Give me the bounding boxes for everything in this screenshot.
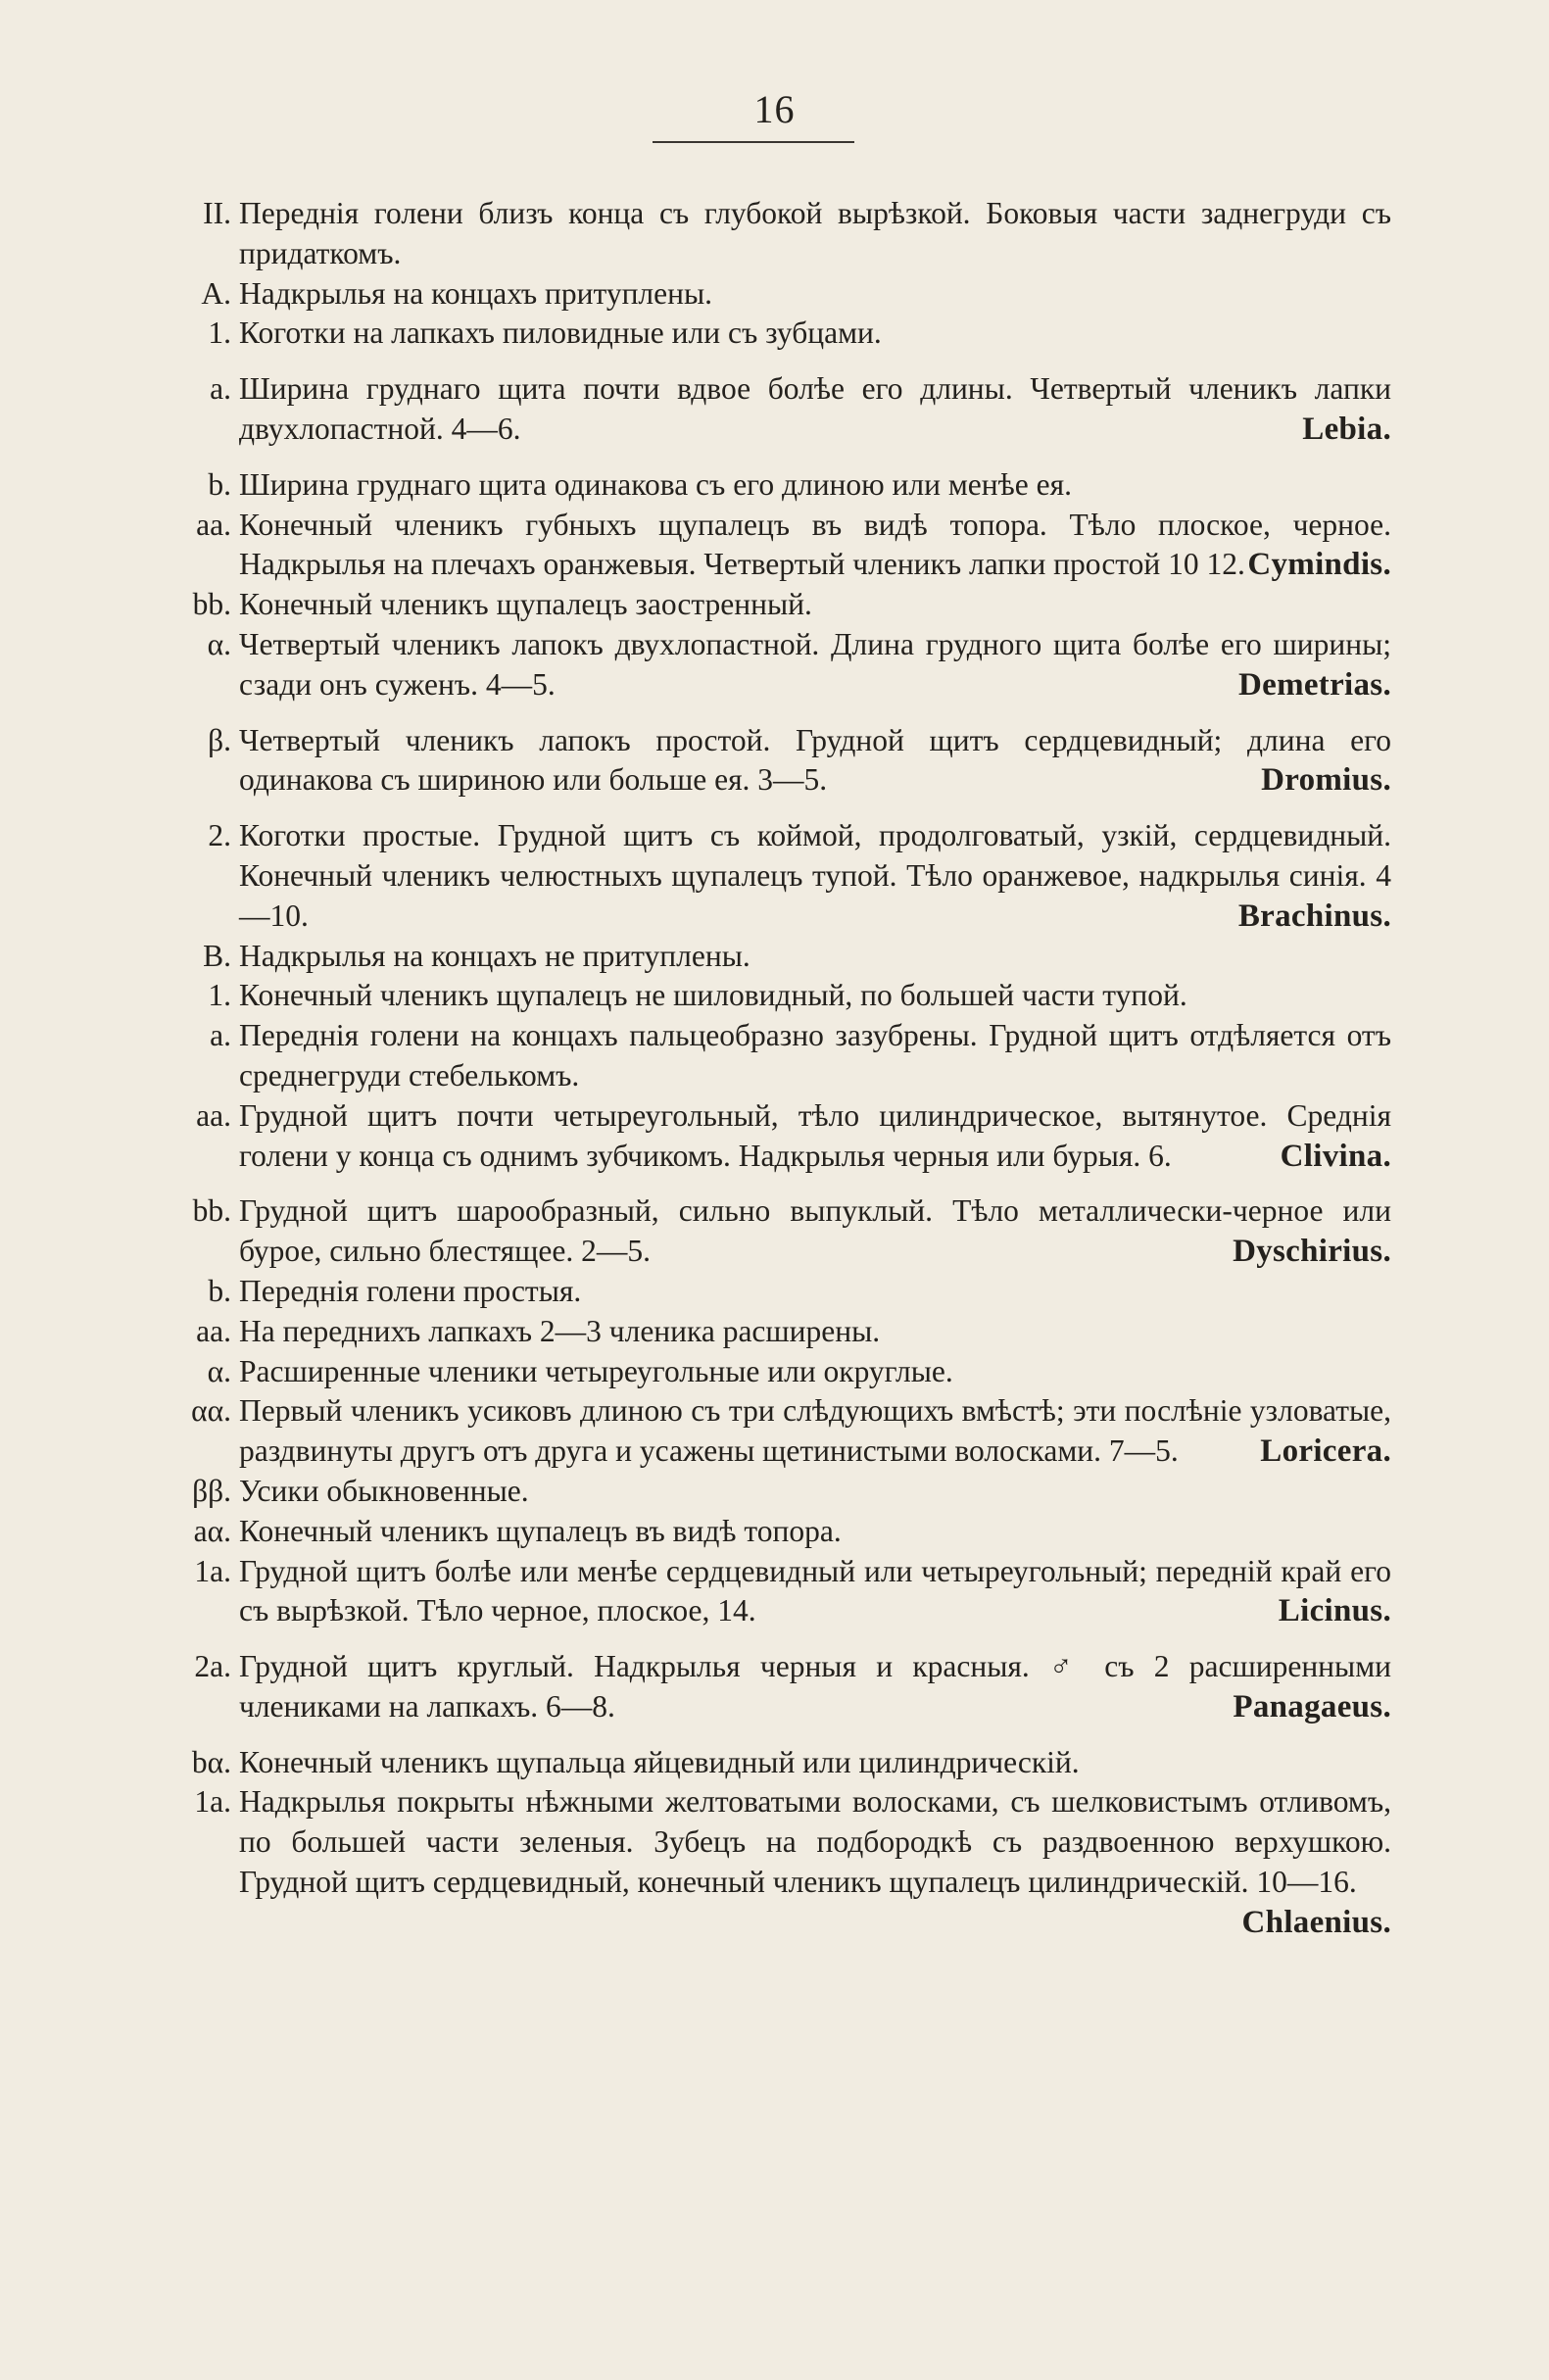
key-entry — [147, 1472, 1391, 1512]
entry-text: Коготки на лапкахъ пиловидные или съ зубцами. — [239, 316, 882, 351]
genus-name: Clivina. — [1280, 1138, 1391, 1174]
entry-label: II. — [203, 196, 231, 230]
entry-text: Расширенные членики четыреугольные или округлые. — [239, 1353, 953, 1388]
entry-text: Конечный членикъ щупалецъ въ видѣ топора. — [239, 1513, 842, 1548]
entry-label: B. — [203, 938, 231, 973]
entry-text: Конечный членикъ губныхъ щупалецъ въ видѣ топора. Тѣло плоское, черное. Надкрылья на плечахъ оранжевыя. Четвертый членикъ лапки простой 10 12. — [239, 507, 1391, 582]
entry-body — [239, 721, 1391, 801]
entry-text: Переднія голени простыя. — [239, 1273, 582, 1308]
entry-label: α. — [207, 626, 231, 661]
key-entry — [147, 625, 1391, 705]
entry-text: Коготки простые. Грудной щитъ съ коймой, продолговатый, узкій, сердцевидный. Конечный членикъ челюстныхъ щупалецъ тупой. Тѣло оранжевое, надкрылья синія. 4—10. — [239, 818, 1391, 933]
entry-label: 1a. — [194, 1553, 231, 1588]
entry-text: Грудной щитъ почти четыреугольный, тѣло цилиндрическое, вытянутое. Среднія голени у конца съ однимъ зубчикомъ. Надкрылья черныя или бурыя. 6. — [239, 1097, 1391, 1173]
key-entry — [147, 506, 1391, 586]
key-entry — [147, 1512, 1391, 1552]
genus-name: Lebia. — [1302, 411, 1391, 447]
genus-name: Demetrias. — [1237, 666, 1391, 703]
entry-body — [239, 625, 1391, 705]
key-entry — [147, 1272, 1391, 1312]
key-entry — [147, 274, 1391, 315]
entry-body — [239, 585, 1391, 625]
entry-label: β. — [208, 722, 231, 757]
entry-body — [239, 816, 1391, 936]
entry-text: Первый членикъ усиковъ длиною съ три слѣдующихъ вмѣстѣ; эти послѣніе узловатые, раздвинуты другъ отъ друга и усажены щетинистыми волосками. 7—5. — [239, 1393, 1391, 1469]
entry-body — [239, 194, 1391, 274]
genus-name: Dyschirius. — [1233, 1234, 1391, 1270]
entry-label: 2a. — [194, 1649, 231, 1684]
entry-label: b. — [208, 466, 231, 502]
entry-text: На переднихъ лапкахъ 2—3 членика расширены. — [239, 1313, 881, 1348]
entry-body — [239, 1016, 1391, 1096]
entry-text: Надкрылья на концахъ притуплены. — [239, 275, 713, 311]
genus-name: Brachinus. — [1237, 898, 1391, 934]
key-entry — [147, 816, 1391, 936]
entry-label: bb. — [192, 1193, 231, 1229]
entry-label: bα. — [191, 1744, 231, 1779]
genus-name: Cymindis. — [1247, 547, 1391, 583]
genus-name: Dromius. — [1261, 762, 1391, 799]
key-entry — [147, 937, 1391, 977]
key-entry — [147, 1096, 1391, 1177]
genus-name: Loricera. — [1260, 1433, 1391, 1470]
entry-body — [239, 1391, 1391, 1472]
entry-body — [239, 1782, 1391, 1940]
key-entry — [147, 1782, 1391, 1940]
entry-body — [239, 274, 1391, 315]
entry-label: aa. — [196, 1313, 231, 1348]
entry-text: Грудной щитъ круглый. Надкрылья черныя и красныя. ♂ съ 2 расширенными члениками на лапкахъ. 6—8. — [239, 1649, 1391, 1724]
entry-text: Грудной щитъ шарообразный, сильно выпуклый. Тѣло металлически-черное или бурое, сильно блестящее. 2—5. — [239, 1193, 1391, 1269]
genus-name: Licinus. — [1278, 1593, 1391, 1629]
entry-body — [239, 937, 1391, 977]
entry-label: 1. — [208, 978, 231, 1013]
key-entry — [147, 721, 1391, 801]
entry-label: aα. — [193, 1513, 231, 1548]
entry-body — [239, 1743, 1391, 1783]
entry-label: A. — [201, 275, 231, 311]
page-number-rule — [653, 141, 854, 143]
entry-text: Конечный членикъ щупалецъ заостренный. — [239, 587, 812, 622]
key-entry — [147, 194, 1391, 274]
entry-text: Ширина груднаго щита почти вдвое болѣе его длины. Четвертый членикъ лапки двухлопастной. 4—6. — [239, 371, 1391, 446]
entry-body — [239, 1352, 1391, 1392]
page-number: 16 — [753, 87, 796, 131]
entry-text: Надкрылья покрыты нѣжными желтоватыми волосками, съ шелковистымъ отливомъ, по большей части зеленыя. Зубецъ на подбородкѣ съ раздвоенною верхушкою. Грудной щитъ сердцевидный, конечный членикъ щупалецъ цилиндрическій. 10—16. — [239, 1784, 1391, 1900]
entry-label: a. — [210, 371, 231, 407]
entry-body — [239, 369, 1391, 450]
entry-text: Конечный членикъ щупалецъ не шиловидный, по большей части тупой. — [239, 978, 1187, 1013]
entry-text: Переднія голени близъ конца съ глубокой вырѣзкой. Боковыя части заднегруди съ придаткомъ. — [239, 196, 1391, 270]
entry-text: Конечный членикъ щупальца яйцевидный или цилиндрическій. — [239, 1744, 1080, 1779]
entry-text: Грудной щитъ болѣе или менѣе сердцевидный или четыреугольный; передній край его съ вырѣзкой. Тѣло черное, плоское, 14. — [239, 1553, 1391, 1628]
genus-name: Panagaeus. — [1233, 1688, 1391, 1724]
key-entry — [147, 369, 1391, 450]
genus-name: Chlaenius. — [1241, 1904, 1391, 1940]
entry-text: Четвертый членикъ лапокъ двухлопастной. Длина грудного щита болѣе его ширины; сзади онъ суженъ. 4—5. — [239, 626, 1391, 702]
entry-label: 1a. — [194, 1784, 231, 1820]
entry-text: Четвертый членикъ лапокъ простой. Грудной щитъ сердцевидный; длина его одинакова съ шириною или больше ея. 3—5. — [239, 722, 1391, 798]
key-entry — [147, 465, 1391, 506]
entry-label: 1. — [208, 316, 231, 351]
key-entry — [147, 976, 1391, 1016]
key-entry — [147, 1647, 1391, 1727]
entry-body — [239, 314, 1391, 354]
key-entry — [147, 1552, 1391, 1632]
key-entry — [147, 585, 1391, 625]
entry-body — [239, 1312, 1391, 1352]
entry-label: αα. — [191, 1393, 231, 1429]
entry-body — [239, 465, 1391, 506]
entry-text: Переднія голени на концахъ пальцеобразно зазубрены. Грудной щитъ отдѣляется отъ среднегруди стебелькомъ. — [239, 1018, 1391, 1093]
entry-body — [239, 506, 1391, 586]
entry-text: Усики обыкновенные. — [239, 1473, 529, 1508]
key-entry — [147, 1191, 1391, 1272]
entry-body — [239, 1552, 1391, 1632]
entry-label: ββ. — [192, 1473, 231, 1508]
key-entry — [147, 1016, 1391, 1096]
entry-body — [239, 976, 1391, 1016]
entry-label: a. — [210, 1018, 231, 1053]
entry-body — [239, 1272, 1391, 1312]
entry-body — [239, 1472, 1391, 1512]
entry-label: α. — [207, 1353, 231, 1388]
entry-body — [239, 1096, 1391, 1177]
entry-label: aa. — [196, 1097, 231, 1133]
key-entry — [147, 1312, 1391, 1352]
entry-text: Надкрылья на концахъ не притуплены. — [239, 938, 750, 973]
key-entry — [147, 1391, 1391, 1472]
key-entries — [147, 194, 1391, 1943]
entry-label: b. — [208, 1273, 231, 1308]
entry-label: bb. — [192, 587, 231, 622]
entry-label: 2. — [208, 818, 231, 853]
key-entry — [147, 1352, 1391, 1392]
entry-label: aa. — [196, 507, 231, 542]
entry-body — [239, 1647, 1391, 1727]
key-entry — [147, 314, 1391, 354]
entry-body — [239, 1191, 1391, 1272]
key-entry — [147, 1743, 1391, 1783]
entry-text: Ширина груднаго щита одинакова съ его длиною или менѣе ея. — [239, 466, 1072, 502]
entry-body — [239, 1512, 1391, 1552]
